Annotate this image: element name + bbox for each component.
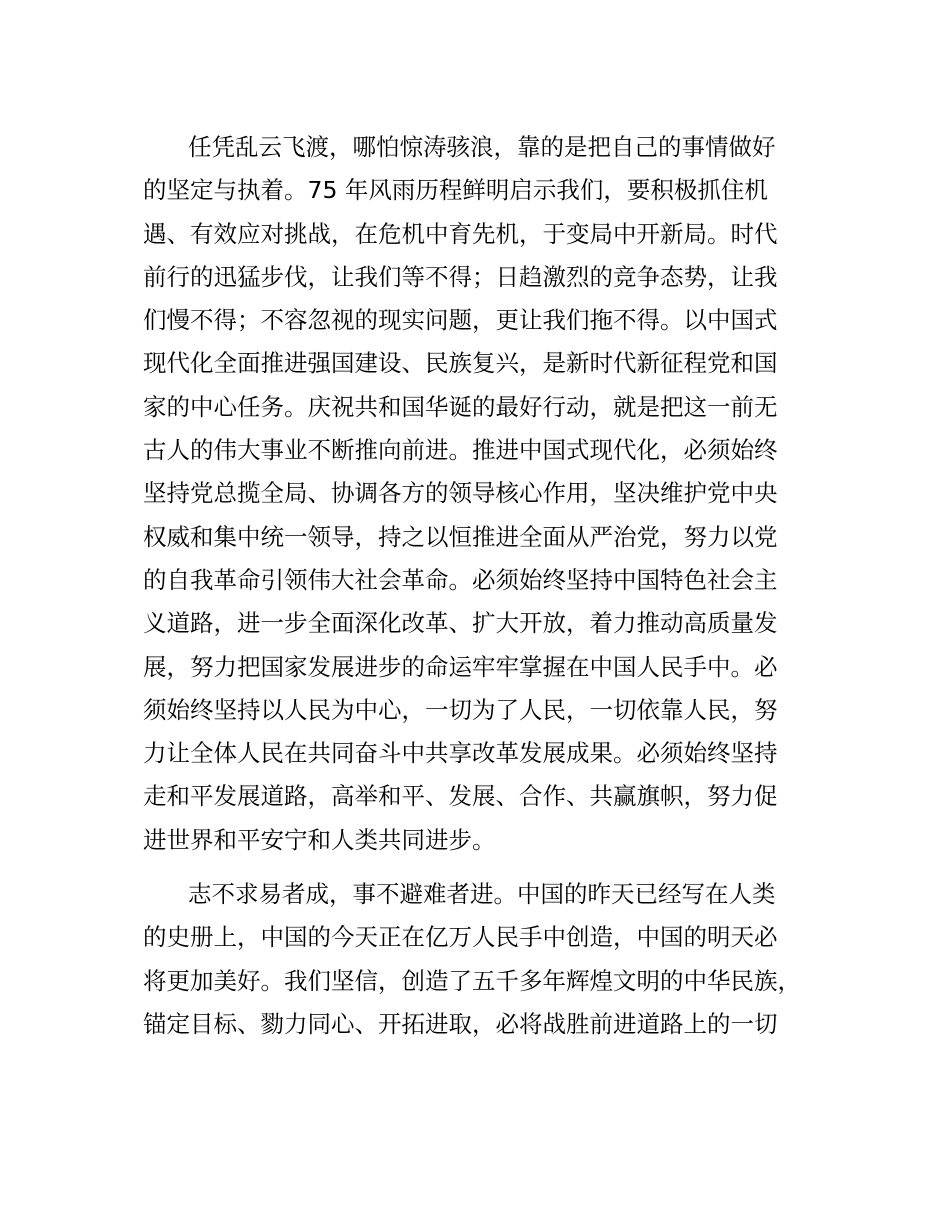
text-line: 遇、有效应对挑战，在危机中育先机，于变局中开新局。时代 [143,219,778,248]
text-line: 权威和集中统一领导，持之以恒推进全面从严治党，努力以党 [143,522,778,551]
document-page [143,126,823,1057]
text-line: 的自我革命引领伟大社会革命。必须始终坚持中国特色社会主 [143,565,778,594]
text-line: 古人的伟大事业不断推向前进。推进中国式现代化，必须始终 [143,436,778,465]
text-line: 前行的迅猛步伐，让我们等不得；日趋激烈的竞争态势，让我 [143,262,778,291]
paragraph-1 [143,126,823,862]
text-line: 走和平发展道路，高举和平、发展、合作、共赢旗帜，努力促 [143,782,778,811]
text-line: 们慢不得；不容忽视的现实问题，更让我们拖不得。以中国式 [143,306,778,335]
text-line: 现代化全面推进强国建设、民族复兴，是新时代新征程党和国 [143,349,778,378]
text-line: 须始终坚持以人民为中心，一切为了人民，一切依靠人民，努 [143,695,778,724]
text-line: 力让全体人民在共同奋斗中共享改革发展成果。必须始终坚持 [143,739,778,768]
text-line: 坚持党总揽全局、协调各方的领导核心作用，坚决维护党中央 [143,479,778,508]
text-line: 的史册上，中国的今天正在亿万人民手中创造，中国的明天必 [143,923,778,952]
text-line: 进世界和平安宁和人类共同进步。 [143,825,496,854]
text-line: 任凭乱云飞渡，哪怕惊涛骇浪，靠的是把自己的事情做好 [188,133,776,161]
text-line: 的坚定与执着。75 年风雨历程鲜明启示我们，要积极抓住机 [143,176,768,205]
text-line: 展，努力把国家发展进步的命运牢牢掌握在中国人民手中。必 [143,652,778,681]
text-line: 锚定目标、勠力同心、开拓进取，必将战胜前进道路上的一切 [143,1009,778,1038]
paragraph-2 [143,873,823,1046]
text-line: 将更加美好。我们坚信，创造了五千多年辉煌文明的中华民族， [143,966,801,995]
text-line: 志不求易者成，事不避难者进。中国的昨天已经写在人类 [188,880,776,909]
text-line: 家的中心任务。庆祝共和国华诞的最好行动，就是把这一前无 [143,392,778,421]
text-line: 义道路，进一步全面深化改革、扩大开放，着力推动高质量发 [143,609,778,638]
